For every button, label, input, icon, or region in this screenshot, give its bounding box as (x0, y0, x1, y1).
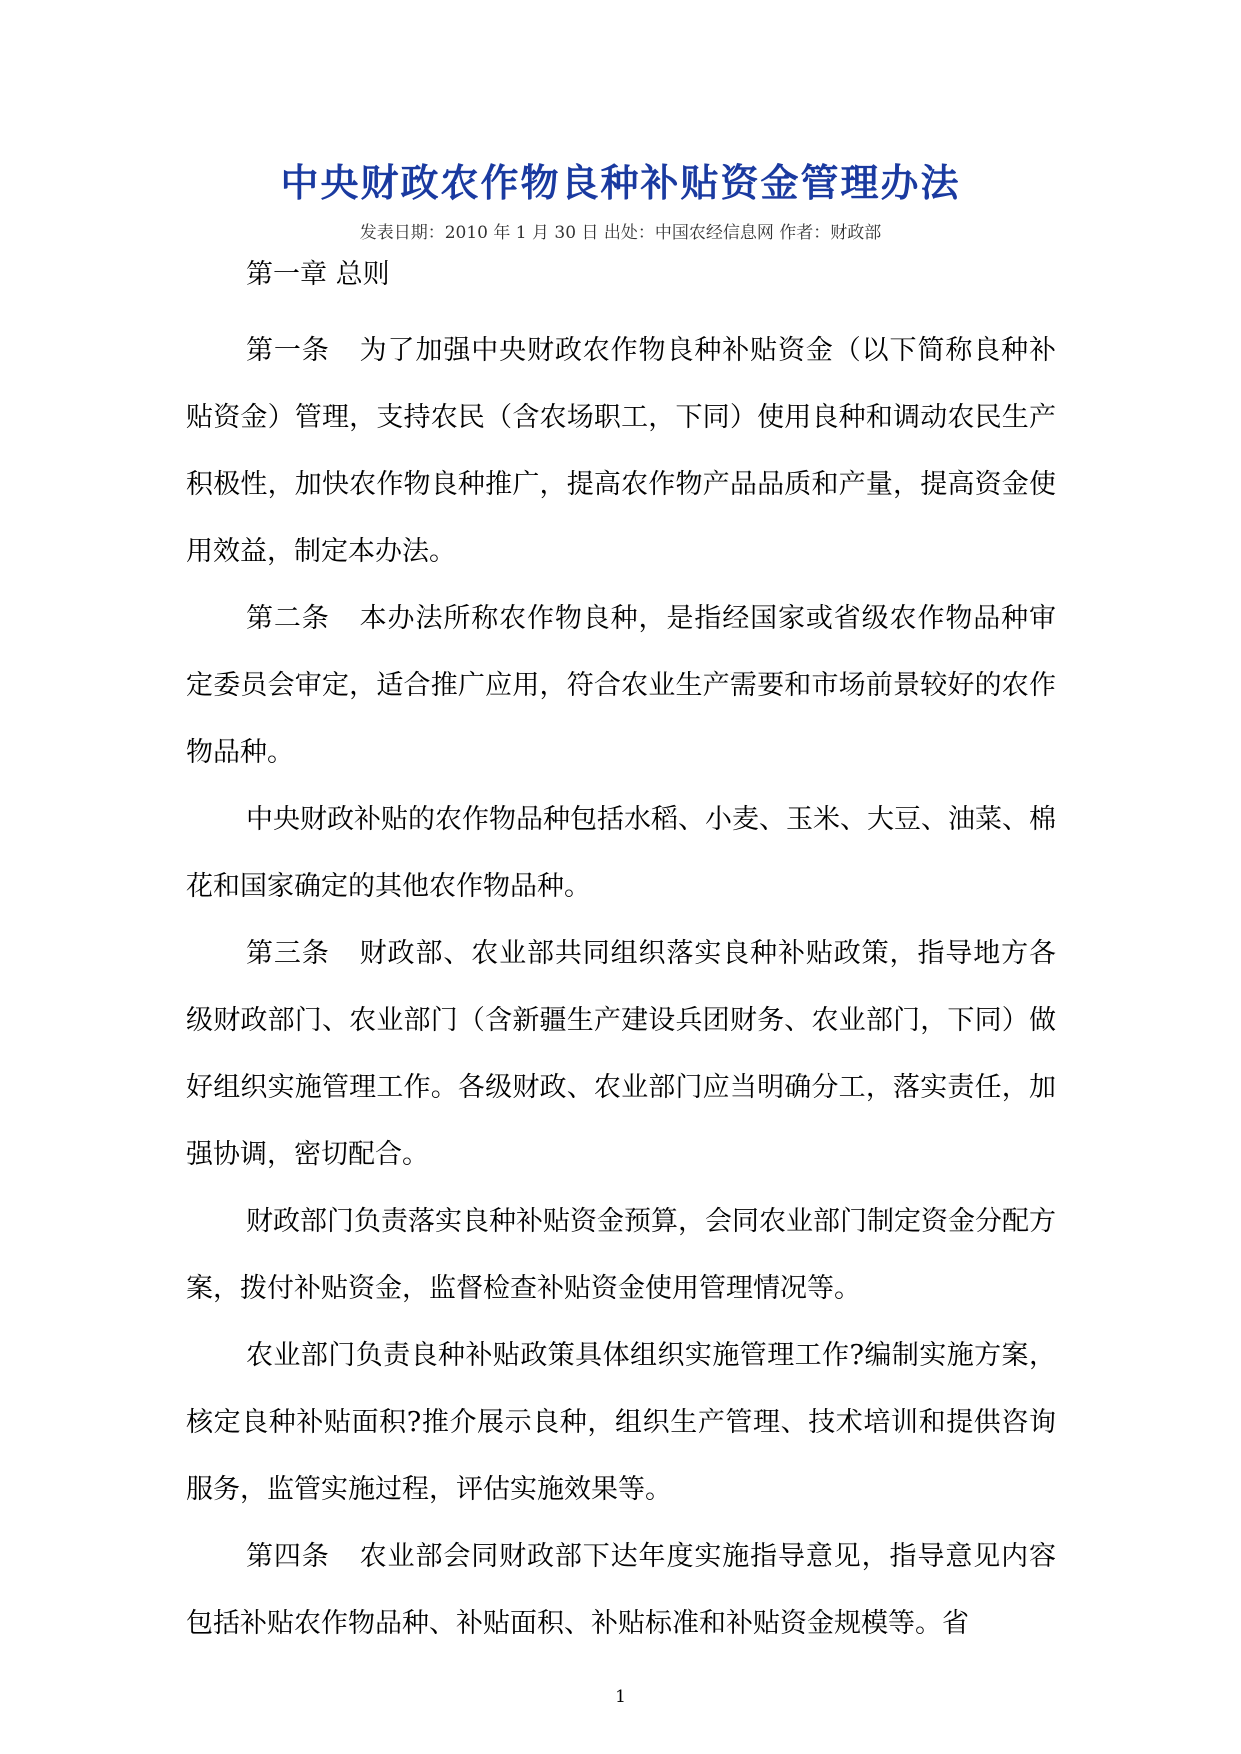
document-title: 中央财政农作物良种补贴资金管理办法 (280, 160, 961, 205)
chapter-heading: 第一章 总则 (246, 259, 390, 290)
page-number: 1 (615, 1687, 626, 1707)
paragraph-article-4 (186, 1523, 1056, 1657)
paragraph-text: 本办法所称农作物良种，是指经国家或省级农作物品种审定委员会审定，适合推广应用，符合农业生产需要和市场前景较好的农作物品种。 (186, 603, 1057, 768)
paragraph-finance-dept (186, 1188, 1056, 1322)
paragraph-crop-varieties (186, 786, 1056, 920)
paragraph-article-2 (186, 585, 1056, 786)
document-body (186, 257, 1056, 1657)
article-number: 第四条 (246, 1541, 330, 1572)
paragraph-text: 农业部门负责良种补贴政策具体组织实施管理工作?编制实施方案，核定良种补贴面积?推介展示良种，组织生产管理、技术培训和提供咨询服务，监管实施过程，评估实施效果等。 (186, 1340, 1056, 1505)
paragraph-text: 农业部会同财政部下达年度实施指导意见，指导意见内容包括补贴农作物品种、补贴面积、补贴标准和补贴资金规模等。省 (186, 1541, 1057, 1639)
paragraph-text: 财政部门负责落实良种补贴资金预算，会同农业部门制定资金分配方案，拨付补贴资金，监督检查补贴资金使用管理情况等。 (186, 1206, 1056, 1304)
paragraph-text: 为了加强中央财政农作物良种补贴资金（以下简称良种补贴资金）管理，支持农民（含农场职工，下同）使用良种和调动农民生产积极性，加快农作物良种推广，提高农作物产品品质和产量，提高资金使用效益，制定本办法。 (186, 335, 1057, 567)
paragraph-text: 财政部、农业部共同组织落实良种补贴政策，指导地方各级财政部门、农业部门（含新疆生产建设兵团财务、农业部门，下同）做好组织实施管理工作。各级财政、农业部门应当明确分工，落实责任，加强协调，密切配合。 (186, 938, 1057, 1170)
article-number: 第二条 (246, 603, 330, 634)
paragraph-agriculture-dept (186, 1322, 1056, 1523)
paragraph-article-3 (186, 920, 1056, 1188)
paragraph-article-1 (186, 317, 1056, 585)
paragraph-text: 中央财政补贴的农作物品种包括水稻、小麦、玉米、大豆、油菜、棉花和国家确定的其他农作物品种。 (186, 804, 1056, 902)
article-number: 第一条 (246, 335, 330, 366)
publication-info: 发表日期：2010 年 1 月 30 日 出处：中国农经信息网 作者：财政部 (359, 223, 882, 243)
article-number: 第三条 (246, 938, 330, 969)
